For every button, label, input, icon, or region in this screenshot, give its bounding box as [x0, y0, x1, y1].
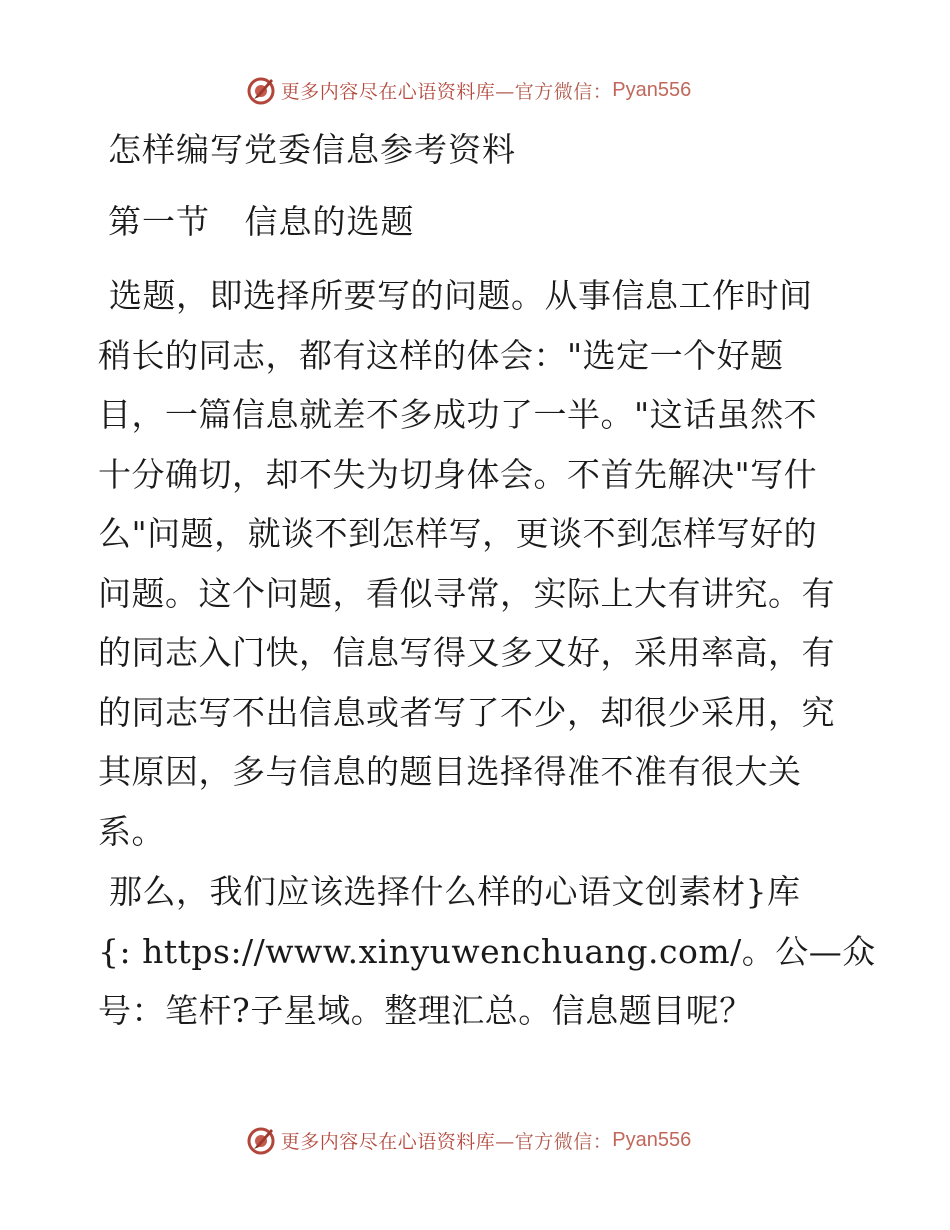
- paragraph-1: [98, 266, 868, 861]
- text-line: 的同志入门快，信息写得又多又好，采用率高，有: [98, 633, 835, 672]
- text-line: 系。: [98, 811, 165, 851]
- banner-wechat-label: —官方微信：: [495, 1130, 613, 1153]
- paragraph-2: [98, 862, 876, 1041]
- text-line: 目，一篇信息就差不多成功了一半。"这话虽然不: [98, 395, 818, 434]
- banner-wechat-label: —官方微信：: [495, 80, 613, 103]
- text-line: 其原因，多与信息的题目选择得准不准有很大关: [98, 752, 802, 791]
- quill-pen-logo-icon: [245, 74, 277, 106]
- text-line: 的同志写不出信息或者写了不少，却很少采用，究: [98, 692, 835, 732]
- text-line: 选题，即选择所要写的问题。从事信息工作时间: [98, 276, 813, 315]
- header-banner: [0, 70, 950, 110]
- text-line: 那么，我们应该选择什么样的心语文创素材}库: [98, 872, 801, 911]
- document-title: 怎样编写党委信息参考资料: [108, 130, 516, 169]
- footer-banner: [0, 1120, 950, 1160]
- banner-brand-text: 更多内容尽在心语资料库: [280, 1130, 496, 1153]
- text-line: 问题。这个问题，看似寻常，实际上大有讲究。有: [98, 573, 835, 613]
- section-title: 第一节 信息的选题: [108, 202, 415, 241]
- banner-brand-text: 更多内容尽在心语资料库: [280, 80, 496, 103]
- text-line: {: https://www.xinyuwenchuang.com/。公—众: [98, 931, 876, 971]
- banner-wechat-id: Pyan556: [612, 78, 692, 101]
- text-line: 号：笔杆?子星域。整理汇总。信息题目呢？: [98, 991, 753, 1030]
- text-line: 么"问题，就谈不到怎样写，更谈不到怎样写好的: [98, 514, 818, 553]
- quill-pen-logo-icon: [245, 1124, 277, 1156]
- text-line: 稍长的同志，都有这样的体会："选定一个好题: [98, 335, 784, 375]
- banner-wechat-id: Pyan556: [612, 1128, 692, 1151]
- text-line: 十分确切，却不失为切身体会。不首先解决"写什: [98, 454, 818, 494]
